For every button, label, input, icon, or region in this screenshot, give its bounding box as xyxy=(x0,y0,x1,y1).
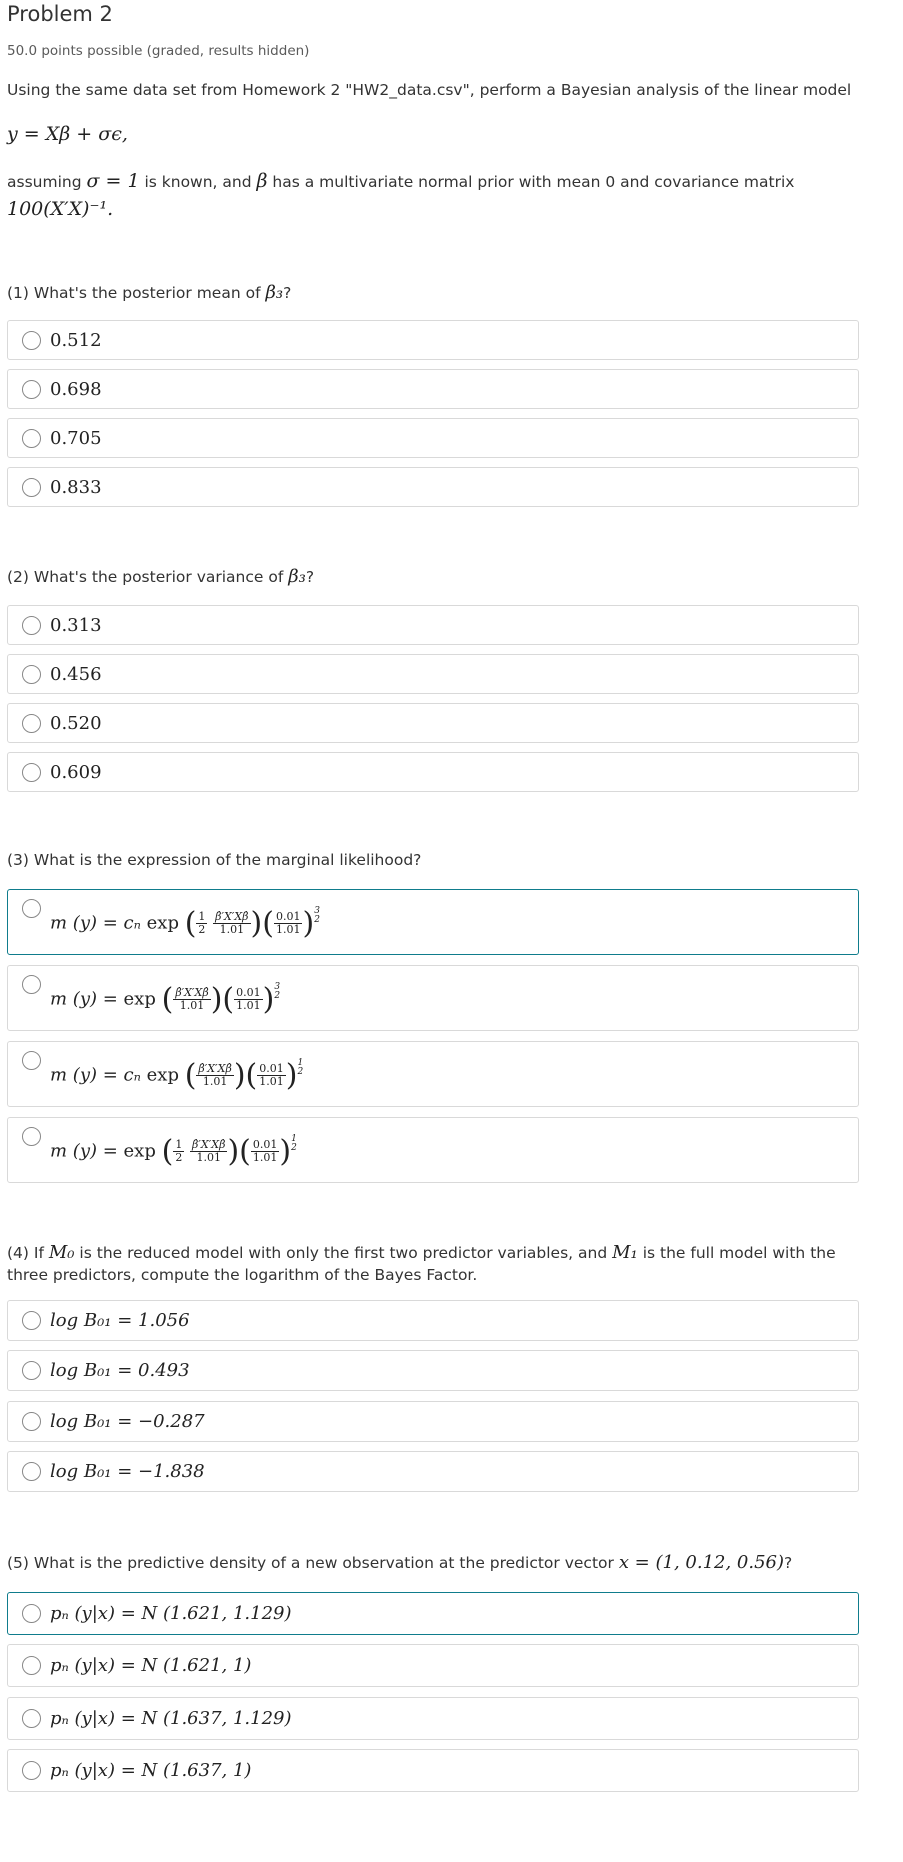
q2-option-2[interactable] xyxy=(7,654,859,694)
lhs: m (y) = xyxy=(50,1140,124,1162)
radio-button[interactable] xyxy=(22,1709,41,1728)
radio-button[interactable] xyxy=(22,763,41,782)
q1-option-3[interactable] xyxy=(7,418,859,458)
radio-button[interactable] xyxy=(22,1412,41,1431)
option-label: 0.512 xyxy=(50,330,102,351)
q4-line2: three predictors, compute the logarithm of the Bayes Factor. xyxy=(7,1266,478,1284)
cn: cₙ xyxy=(123,1064,147,1086)
q4-option-1[interactable] xyxy=(7,1300,859,1341)
option-label: pₙ (y|x) = N (1.637, 1) xyxy=(50,1760,252,1781)
option-label: 0.698 xyxy=(50,379,102,400)
frac-num: β̂′X′Xβ̂ xyxy=(198,1062,232,1075)
question-4-prompt xyxy=(7,1242,836,1286)
frac-num: β̂′X′Xβ̂ xyxy=(175,986,209,999)
assume-middle: is known, and xyxy=(139,173,257,191)
q1-math: β₃ xyxy=(265,282,284,303)
option-label: pₙ (y|x) = N (1.621, 1) xyxy=(50,1655,252,1676)
frac2-num: 0.01 xyxy=(259,1062,284,1075)
q5-option-4[interactable] xyxy=(7,1749,859,1792)
exp-den: 2 xyxy=(314,914,320,925)
lhs: m (y) = xyxy=(50,1064,124,1086)
exp-num: 1 xyxy=(297,1057,304,1068)
option-label: log B₀₁ = −1.838 xyxy=(50,1461,205,1482)
q2-option-4[interactable] xyxy=(7,752,859,792)
radio-button[interactable] xyxy=(22,380,41,399)
q5-prefix: (5) What is the predictive density of a new observation at the predictor vector xyxy=(7,1554,619,1572)
option-label: 0.456 xyxy=(50,664,102,685)
exp: exp xyxy=(123,988,156,1010)
question-1-prompt xyxy=(7,282,291,303)
frac2-den: 1.01 xyxy=(236,999,261,1012)
option-label: m (y) = cₙ exp ( $\frac{\betâ'X'X\betâ}{1.01}$ )( $\frac{0.01}{1.01}$ ) 1 2 xyxy=(50,1057,304,1093)
question-2-prompt xyxy=(7,566,314,587)
radio-button[interactable] xyxy=(22,331,41,350)
cn: cₙ xyxy=(123,912,147,934)
q3-option-2[interactable] xyxy=(7,965,859,1031)
radio-button[interactable] xyxy=(22,714,41,733)
option-label: 0.520 xyxy=(50,713,102,734)
option-label: 0.609 xyxy=(50,762,102,783)
exp-num: 3 xyxy=(314,905,320,916)
frac2-den: 1.01 xyxy=(252,1151,278,1164)
half-den: 2 xyxy=(198,923,206,936)
q2-suffix: ? xyxy=(305,568,315,586)
lhs: m (y) = xyxy=(50,988,124,1010)
q4-mid: is the reduced model with only the first two predictor variables, and xyxy=(74,1244,613,1262)
radio-button[interactable] xyxy=(22,899,41,918)
assumption-text xyxy=(7,170,794,192)
q2-option-3[interactable] xyxy=(7,703,859,743)
frac2-num: 0.01 xyxy=(236,986,261,999)
radio-button[interactable] xyxy=(22,1761,41,1780)
half-den: 2 xyxy=(175,1151,183,1164)
radio-button[interactable] xyxy=(22,975,41,994)
frac-num: β̂′X′Xβ̂ xyxy=(192,1138,226,1151)
points-info: 50.0 points possible (graded, results hidden) xyxy=(7,43,310,59)
exp: exp xyxy=(123,1140,156,1162)
radio-button[interactable] xyxy=(22,1462,41,1481)
q3-option-4[interactable] xyxy=(7,1117,859,1183)
frac2-den: 1.01 xyxy=(275,923,301,936)
radio-button[interactable] xyxy=(22,1656,41,1675)
exp-den: 2 xyxy=(274,990,281,1001)
sigma-math: σ = 1 xyxy=(86,170,140,192)
half-num: 1 xyxy=(198,910,206,923)
exp-den: 2 xyxy=(297,1066,304,1077)
q1-suffix: ? xyxy=(283,284,292,302)
problem-title: Problem 2 xyxy=(7,2,113,26)
q5-option-2[interactable] xyxy=(7,1644,859,1687)
q5-suffix: ? xyxy=(784,1554,793,1572)
q2-prefix: (2) What's the posterior variance of xyxy=(7,568,289,586)
question-3-prompt: (3) What is the expression of the marginal likelihood? xyxy=(7,851,422,869)
radio-button[interactable] xyxy=(22,429,41,448)
radio-button[interactable] xyxy=(22,1361,41,1380)
q4-option-3[interactable] xyxy=(7,1401,859,1442)
radio-button[interactable] xyxy=(22,1127,41,1146)
option-label: log B₀₁ = 0.493 xyxy=(50,1360,190,1381)
covariance-matrix: 100(X′X)⁻¹. xyxy=(7,198,114,220)
q5-math: x = (1, 0.12, 0.56) xyxy=(618,1552,785,1573)
q2-math: β₃ xyxy=(288,566,306,587)
exp-num: 1 xyxy=(291,1133,297,1144)
q4-m0: M₀ xyxy=(48,1242,75,1263)
option-label: 0.705 xyxy=(50,428,102,449)
exp-den: 2 xyxy=(291,1142,297,1153)
option-label: pₙ (y|x) = N (1.621, 1.129) xyxy=(50,1603,292,1624)
question-5-prompt xyxy=(7,1552,792,1573)
option-label: pₙ (y|x) = N (1.637, 1.129) xyxy=(50,1708,292,1729)
q3-option-3[interactable] xyxy=(7,1041,859,1107)
q4-prefix: (4) If xyxy=(7,1244,49,1262)
q1-option-2[interactable] xyxy=(7,369,859,409)
model-equation: y = Xβ + σϵ, xyxy=(7,123,128,145)
q4-suffix: is the full model with the xyxy=(637,1244,836,1262)
q5-option-1[interactable] xyxy=(7,1592,859,1635)
frac-den: 1.01 xyxy=(219,923,245,936)
frac2-num: 0.01 xyxy=(252,1138,278,1151)
frac2-num: 0.01 xyxy=(275,910,301,923)
lhs: m (y) = xyxy=(50,912,124,934)
exp-num: 3 xyxy=(274,981,281,992)
frac-num: β̂′X′Xβ̂ xyxy=(215,910,249,923)
q5-option-3[interactable] xyxy=(7,1697,859,1740)
radio-button[interactable] xyxy=(22,1311,41,1330)
q1-option-4[interactable] xyxy=(7,467,859,507)
assume-prefix: assuming xyxy=(7,173,87,191)
beta-math: β xyxy=(256,170,268,192)
problem-intro: Using the same data set from Homework 2 "HW2_data.csv", perform a Bayesian analysis of the linear model xyxy=(7,81,852,99)
radio-button[interactable] xyxy=(22,1604,41,1623)
radio-button[interactable] xyxy=(22,665,41,684)
option-label: m (y) = exp ( $\frac{1}{2}$ $\frac{\betâ'X'X\betâ}{1.01}$ )( $\frac{0.01}{1.01}$ ) 1 2 xyxy=(50,1133,297,1169)
option-label: log B₀₁ = 1.056 xyxy=(50,1310,190,1331)
q1-prefix: (1) What's the posterior mean of xyxy=(7,284,266,302)
option-label: log B₀₁ = −0.287 xyxy=(50,1411,205,1432)
exp: exp xyxy=(146,1064,179,1086)
option-label: m (y) = exp ( $\frac{\betâ'X'X\betâ}{1.01}$ )( $\frac{0.01}{1.01}$ ) 3 2 xyxy=(50,981,281,1017)
option-label: 0.313 xyxy=(50,615,102,636)
frac-den: 1.01 xyxy=(196,1151,221,1164)
assume-suffix: has a multivariate normal prior with mean 0 and covariance matrix xyxy=(267,173,795,191)
half-num: 1 xyxy=(175,1138,183,1151)
option-label: 0.833 xyxy=(50,477,102,498)
q4-option-4[interactable] xyxy=(7,1451,859,1492)
frac-den: 1.01 xyxy=(202,1075,228,1088)
frac2-den: 1.01 xyxy=(259,1075,284,1088)
q4-m1: M₁ xyxy=(612,1242,638,1263)
radio-button[interactable] xyxy=(22,1051,41,1070)
q4-option-2[interactable] xyxy=(7,1350,859,1391)
radio-button[interactable] xyxy=(22,616,41,635)
radio-button[interactable] xyxy=(22,478,41,497)
q1-option-1[interactable] xyxy=(7,320,859,360)
q2-option-1[interactable] xyxy=(7,605,859,645)
q3-option-1[interactable] xyxy=(7,889,859,955)
frac-den: 1.01 xyxy=(179,999,205,1012)
exp: exp xyxy=(146,912,179,934)
option-label: m (y) = cₙ exp ( $\frac{1}{2}$ $\frac{\betâ'X'X\betâ}{1.01}$ )( $\frac{0.01}{1.01}$ ) 3 2 xyxy=(50,905,320,941)
